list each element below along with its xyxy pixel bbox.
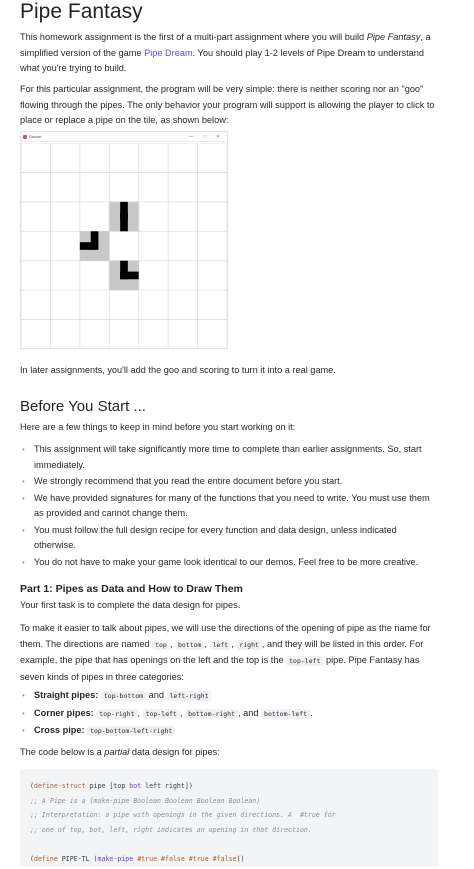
before-heading: Before You Start ... — [20, 398, 146, 415]
window-controls: — □ ✕ — [189, 134, 224, 140]
part1-heading: Part 1: Pipes as Data and How to Draw Them — [20, 583, 243, 595]
code-block: (define-struct pipe [top bot left right]) ;; A Pipe is a (make-pipe Boolean Boolean Boolean Boolean) ;; Interpretation: a pipe with openings in the given directions. A #true for ;; one of top, bot, left, right indicates an opening in that direction. (define PIPE-TL (make-pipe #true #false #true #false)) — [20, 769, 438, 867]
list-item: • You must follow the full design recipe for every function and data design, unless indicated otherwise. — [20, 523, 440, 554]
code-comment: ;; A Pipe is a (make-pipe Boolean Boolean Boolean Boolean) — [30, 796, 261, 805]
list-item: • We have provided signatures for many of the functions that you need to write. You must use them as provided and cannot change them. — [20, 491, 440, 522]
window-title: Racket — [29, 134, 42, 139]
part1-paragraph: To make it easier to talk about pipes, we will use the directions of the opening of pipe as the name for them. The directions are named top , bottom , left , right , and they will be listed in this order. For example, the pipe that has openings on the left and the top is the top-left pipe. Pipe Fantasy has seven kinds of pipes in three categories: — [20, 623, 431, 682]
pipe-segment — [120, 213, 128, 232]
window-titlebar — [21, 132, 227, 142]
intro-paragraph: This homework assignment is the first of a multi-part assignment where you will build Pipe Fantasy, a simplified version of the game Pipe Dream. You should play 1-2 levels of Pipe Dream to understand what you're trying to build. — [20, 32, 431, 73]
list-item-corner: • Corner pipes: top-right , top-left , bottom-right , and bottom-left . — [20, 706, 440, 723]
list-item: • This assignment will take significantly more time to complete than earlier assignments. So, start immediately. — [20, 442, 440, 473]
list-item-straight: • Straight pipes: top-bottom and left-right — [20, 688, 440, 705]
code-top: top — [152, 640, 170, 650]
game-name: Pipe Fantasy — [366, 32, 421, 42]
before-list — [20, 442, 440, 571]
code-left: left — [210, 640, 232, 650]
pipe-grid — [21, 143, 227, 349]
pipe-segment — [120, 272, 139, 280]
pipe-segment — [80, 242, 95, 250]
behavior-paragraph: For this particular assignment, the program will be very simple: there is neither scoring nor an "goo" flowing through the pipes. The only behavior your program will support is allowing the player to click to place or replace a pipe on the tile, as shown below: — [20, 84, 435, 125]
pipe-category-list — [20, 688, 440, 741]
page-title: Pipe Fantasy — [20, 0, 143, 23]
before-intro: Here are a few things to keep in mind before you start working on it: — [20, 422, 296, 432]
pipe-dream-link[interactable]: Pipe Dream — [144, 47, 193, 58]
game-window-screenshot — [20, 131, 228, 349]
part1-intro: Your first task is to complete the data design for pipes. — [20, 600, 241, 610]
list-item: • We strongly recommend that you read the entire document before you start. — [20, 474, 440, 490]
list-item: • You do not have to make your game look identical to our demos. Feel free to be more creative. — [20, 555, 440, 571]
code-bottom: bottom — [175, 640, 204, 650]
code-intro: The code below is a partial data design for pipes: — [20, 747, 220, 757]
code-comment: ;; Interpretation: a pipe with openings in the given directions. A #true for — [30, 811, 336, 819]
code-top-left: top-left — [286, 656, 323, 666]
code-right: right — [236, 640, 262, 650]
later-paragraph: In later assignments, you'll add the goo and scoring to turn it into a real game. — [20, 365, 336, 375]
app-icon — [23, 135, 27, 139]
code-comment: ;; one of top, bot, left, right indicates an opening in that direction. — [30, 825, 312, 834]
list-item-cross: • Cross pipe: top-bottom-left-right — [20, 723, 440, 740]
